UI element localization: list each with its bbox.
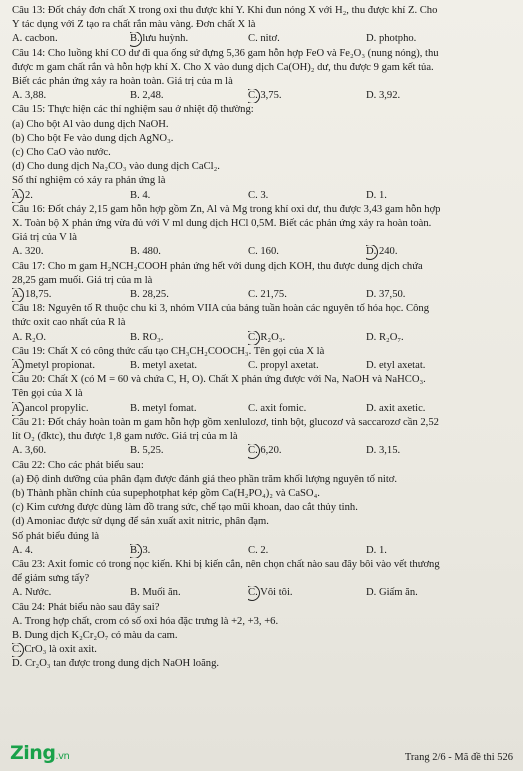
- option-d: D. Cr₂O₃ tan được trong dung dịch NaOH loãng.: [12, 658, 220, 670]
- option-c: C. 2.: [248, 544, 269, 556]
- logo-suffix: .vn: [55, 751, 70, 762]
- option-b: B. 4.: [130, 189, 151, 201]
- option-d: D. photpho.: [366, 33, 417, 45]
- question-text: Y tác dụng với Z tạo ra chất rắn màu vàng. Đơn chất X là: [12, 19, 256, 31]
- question-text: Câu 19: Chất X có công thức cấu tạo CH₃CH₂COOCH₃. Tên gọi của X là: [12, 345, 325, 357]
- statement-c: (c) Kim cương được dùng làm đồ trang sức, chế tạo mũi khoan, dao cắt thủy tinh.: [12, 502, 358, 514]
- option-b: B. 480.: [130, 246, 161, 258]
- question-18: [12, 302, 513, 345]
- option-b: B. 2,48.: [130, 90, 164, 102]
- statement-a: (a) Độ dinh dưỡng của phân đạm được đánh giá theo phần trăm khối lượng nguyên tố nitơ.: [12, 473, 398, 485]
- option-b: B. Muối ăn.: [130, 587, 181, 599]
- question-text: Giá trị của V là: [12, 232, 77, 244]
- question-text: Câu 14: Cho luồng khí CO dư đi qua ống sứ đựng 5,36 gam hỗn hợp FeO và Fe₂O₃ (nung nóng), thu: [12, 47, 439, 59]
- option-d: D. 3,92.: [366, 90, 401, 102]
- option-a: A. cacbon.: [12, 33, 58, 45]
- option-d: D. Giấm ăn.: [366, 587, 418, 599]
- option-d: D. 37,50.: [366, 289, 406, 301]
- option-c-marked: C. R₂O₃.: [248, 331, 366, 345]
- statement-c: (c) Cho CaO vào nước.: [12, 147, 111, 159]
- question-text: Câu 17: Cho m gam H₂NCH₂COOH phản ứng hết với dung dịch KOH, thu được dung dịch chứa: [12, 260, 423, 272]
- option-d-marked: D. 240.: [366, 245, 484, 259]
- option-b: B. RO₃.: [130, 331, 164, 343]
- option-c: C. nitơ.: [248, 33, 280, 45]
- question-prompt: Số phát biểu đúng là: [12, 530, 100, 542]
- option-c: C. propyl axetat.: [248, 360, 319, 372]
- option-a: A. Nước.: [12, 587, 52, 599]
- option-d: D. 3,15.: [366, 445, 401, 457]
- option-d: D. axit axetic.: [366, 402, 426, 414]
- statement-d: (d) Amoniac được sử dụng để sản xuất axit nitric, phân đạm.: [12, 516, 269, 528]
- question-13: [12, 4, 513, 47]
- option-b-marked: B. 3.: [130, 544, 248, 558]
- question-text: Câu 13: Đốt cháy đơn chất X trong oxi thu được khí Y. Khi đun nóng X với H₂, thu được khí Z. Cho: [12, 5, 438, 16]
- question-text: lít O₂ (đktc), thu được 1,8 gam nước. Giá trị của m là: [12, 431, 238, 443]
- statement-b: (b) Cho bột Fe vào dung dịch AgNO₃.: [12, 132, 174, 144]
- option-c-marked: C. 3,75.: [248, 89, 366, 103]
- question-23: [12, 558, 513, 601]
- question-21: [12, 416, 513, 459]
- option-d: D. 1.: [366, 544, 387, 556]
- question-text: Câu 21: Đốt cháy hoàn toàn m gam hỗn hợp gồm xenlulozơ, tinh bột, glucozơ và saccarozơ cần 2,52: [12, 416, 439, 428]
- question-prompt: Số thí nghiệm có xảy ra phản ứng là: [12, 175, 166, 187]
- question-text: Câu 24: Phát biểu nào sau đây sai?: [12, 601, 160, 613]
- option-a-marked: A. 18,75.: [12, 288, 130, 302]
- option-b: B. 28,25.: [130, 289, 169, 301]
- question-text: X. Toàn bộ X phản ứng vừa đủ với V ml dung dịch HCl 0,5M. Biết các phản ứng xảy ra hoàn toàn.: [12, 218, 432, 230]
- option-c: C. 21,75.: [248, 289, 287, 301]
- option-c: C. axit fomic.: [248, 402, 307, 414]
- statement-b: (b) Thành phần chính của supephotphat kép gồm Ca(H₂PO₄)₂ và CaSO₄.: [12, 487, 320, 499]
- question-text: thức oxit cao nhất của R là: [12, 317, 126, 329]
- option-c-marked: C. CrO₃ là oxit axit.: [12, 643, 97, 657]
- option-c: C. 160.: [248, 246, 279, 258]
- option-c-marked: C. 6,20.: [248, 444, 366, 458]
- question-text: Câu 23: Axit fomic có trong nọc kiến. Khi bị kiến cắn, nên chọn chất nào sau đây bôi vào vết thương: [12, 558, 440, 570]
- option-b: B. 5,25.: [130, 445, 164, 457]
- option-c-marked: C. Vôi tôi.: [248, 586, 366, 600]
- question-14: [12, 47, 513, 104]
- option-b: B. Dung dịch K₂Cr₂O₇ có màu da cam.: [12, 629, 178, 641]
- zing-logo: [10, 742, 69, 764]
- page-footer: [0, 738, 523, 771]
- question-16: [12, 203, 513, 260]
- question-text: Câu 15: Thực hiện các thí nghiệm sau ở nhiệt độ thường:: [12, 104, 254, 116]
- page-info: Trang 2/6 - Mã đề thi 526: [404, 752, 513, 763]
- option-a: A. 3,88.: [12, 90, 47, 102]
- question-15: [12, 103, 513, 202]
- question-text: 28,25 gam muối. Giá trị của m là: [12, 274, 153, 286]
- option-a: A. 320.: [12, 246, 44, 258]
- option-a: A. 4.: [12, 544, 33, 556]
- question-text: Biết các phản ứng xảy ra hoàn toàn. Giá trị của m là: [12, 76, 233, 88]
- question-20: [12, 373, 513, 416]
- question-22: [12, 459, 513, 558]
- question-text: để giảm sưng tấy?: [12, 573, 90, 585]
- question-19: [12, 345, 513, 373]
- option-a: A. R₂O.: [12, 331, 47, 343]
- option-b-marked: B. lưu huỳnh.: [130, 32, 248, 46]
- question-text: Câu 20: Chất X (có M = 60 và chứa C, H, O). Chất X phản ứng được với Na, NaOH và NaHCO₃.: [12, 374, 426, 386]
- question-text: Câu 18: Nguyên tố R thuộc chu kì 3, nhóm VIIA của bảng tuần hoàn các nguyên tố hóa học. Công: [12, 303, 429, 315]
- option-b: B. metyl fomat.: [130, 402, 197, 414]
- option-a: A. 3,60.: [12, 445, 47, 457]
- question-text: được m gam chất rắn và hỗn hợp khí X. Cho X vào dung dịch Ca(OH)₂ dư, thu được 9 gam kết tủa.: [12, 61, 434, 73]
- statement-d: (d) Cho dung dịch Na₂CO₃ vào dung dịch CaCl₂.: [12, 161, 220, 173]
- option-d: D. 1.: [366, 189, 387, 201]
- logo-text: Zing: [10, 742, 56, 764]
- question-17: [12, 260, 513, 303]
- option-d: D. R₂O₇.: [366, 331, 404, 343]
- question-24: [12, 601, 513, 672]
- statement-a: (a) Cho bột Al vào dung dịch NaOH.: [12, 118, 169, 130]
- question-text: Tên gọi của X là: [12, 388, 83, 400]
- option-b: B. metyl axetat.: [130, 360, 198, 372]
- question-text: Câu 16: Đốt cháy 2,15 gam hỗn hợp gồm Zn, Al và Mg trong khí oxi dư, thu được 3,43 gam hỗn hợp: [12, 203, 441, 215]
- option-a: A. Trong hợp chất, crom có số oxi hóa đặc trưng là +2, +3, +6.: [12, 615, 279, 627]
- option-a-marked: A. ancol propylic.: [12, 402, 130, 416]
- option-a-marked: A. metyl propionat.: [12, 359, 130, 373]
- option-c: C. 3.: [248, 189, 269, 201]
- question-text: Câu 22: Cho các phát biểu sau:: [12, 459, 144, 471]
- option-a-marked: A. 2.: [12, 189, 130, 203]
- option-d: D. etyl axetat.: [366, 360, 426, 372]
